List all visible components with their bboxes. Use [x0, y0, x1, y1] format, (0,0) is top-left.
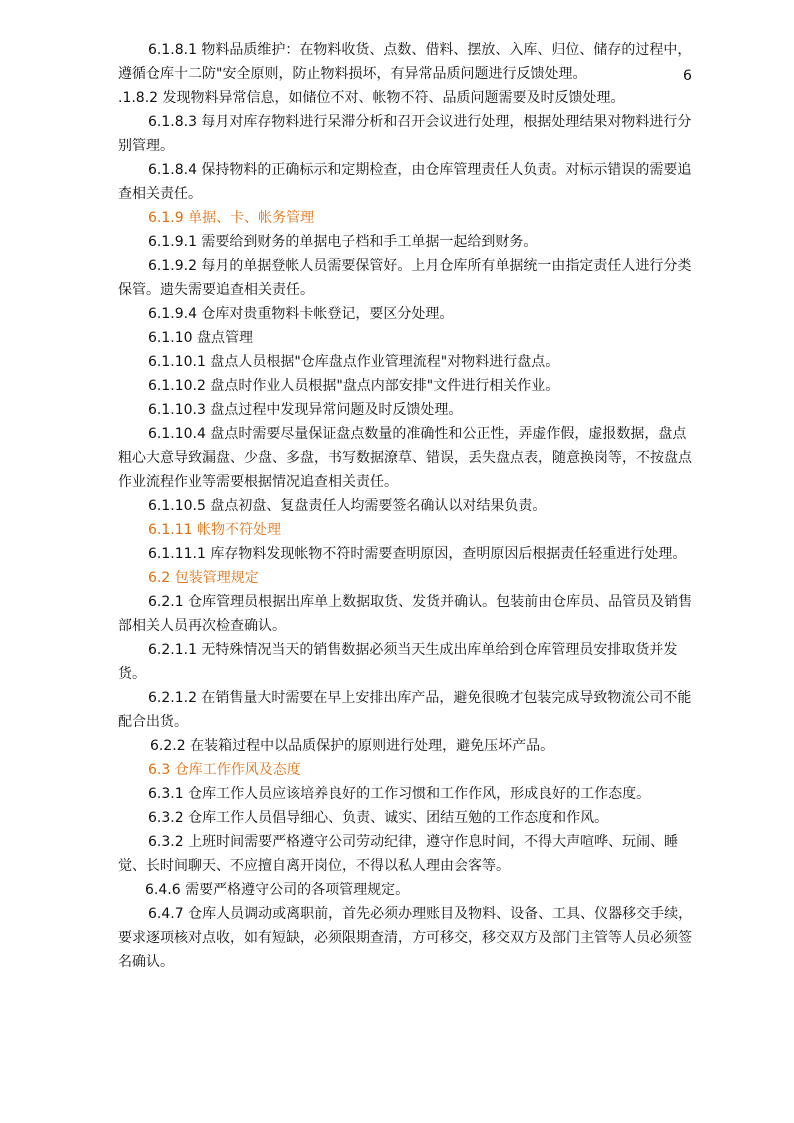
section-heading-6-1-9: 6.1.9 单据、卡、帐务管理	[148, 210, 315, 226]
paragraph-6-4-7: 6.4.7 仓库人员调动或离职前，首先必须办理账目及物料、设备、工具、仪器移交手续，要求逐项核对点收，如有短缺，必须限期查清，方可移交，移交双方及部门主管等人员必须签名确认。	[118, 906, 693, 970]
paragraph-6-1-10-5: 6.1.10.5 盘点初盘、复盘责任人均需要签名确认以对结果负责。	[148, 498, 547, 514]
paragraph-6-1-10-2: 6.1.10.2 盘点时作业人员根据"盘点内部安排"文件进行相关作业。	[148, 378, 560, 394]
paragraph-6-1-9-2: 6.1.9.2 每月的单据登帐人员需要保管好。上月仓库所有单据统一由指定责任人进行分类保管。遗失需要追查相关责任。	[118, 258, 692, 298]
paragraph-6-1-10-4: 6.1.10.4 盘点时需要尽量保证盘点数量的准确性和公正性，弄虚作假，虚报数据，盘点粗心大意导致漏盘、少盘、多盘，书写数据潦草、错误，丢失盘点表，随意换岗等，不按盘点作业流程作业等需要根据情况追查相关责任。	[118, 426, 692, 490]
paragraph-6-1-9-4: 6.1.9.4 仓库对贵重物料卡帐登记，要区分处理。	[148, 306, 454, 322]
paragraph-6-3-2-b: 6.3.2 上班时间需要严格遵守公司劳动纪律，遵守作息时间，不得大声喧哗、玩闹、睡觉、长时间聊天、不应擅自离开岗位，不得以私人理由会客等。	[118, 834, 679, 874]
paragraph-6-3-2-a: 6.3.2 仓库工作人员倡导细心、负责、诚实、团结互勉的工作态度和作风。	[148, 810, 609, 826]
section-heading-6-2: 6.2 包装管理规定	[148, 570, 259, 586]
paragraph-6-1-8-2: .1.8.2 发现物料异常信息，如储位不对、帐物不符、品质问题需要及时反馈处理。	[118, 90, 625, 106]
paragraph-6-1-10-1: 6.1.10.1 盘点人员根据"仓库盘点作业管理流程"对物料进行盘点。	[148, 354, 560, 370]
paragraph-6-1-11-1: 6.1.11.1 库存物料发现帐物不符时需要查明原因，查明原因后根据责任轻重进行处理。	[148, 546, 687, 562]
paragraph-6-2-1: 6.2.1 仓库管理员根据出库单上数据取货、发货并确认。包装前由仓库员、品管员及销售部相关人员再次检查确认。	[118, 594, 693, 634]
paragraph-6-3-1: 6.3.1 仓库工作人员应该培养良好的工作习惯和工作作风，形成良好的工作态度。	[148, 786, 651, 802]
document-body	[118, 38, 698, 974]
section-heading-6-3: 6.3 仓库工作作风及态度	[148, 762, 301, 778]
section-heading-6-1-10: 6.1.10 盘点管理	[148, 330, 253, 346]
paragraph-6-1-8-4: 6.1.8.4 保持物料的正确标示和定期检查，由仓库管理责任人负责。对标示错误的需要追查相关责任。	[118, 162, 692, 202]
paragraph-6-1-8-3: 6.1.8.3 每月对库存物料进行呆滞分析和召开会议进行处理，根据处理结果对物料进行分别管理。	[118, 114, 692, 154]
paragraph-6-2-1-2: 6.2.1.2 在销售量大时需要在早上安排出库产品，避免很晚才包装完成导致物流公司不能配合出货。	[118, 690, 692, 730]
paragraph-6-4-6: 6.4.6 需要严格遵守公司的各项管理规定。	[145, 882, 410, 898]
paragraph-6-1-10-3: 6.1.10.3 盘点过程中发现异常问题及时反馈处理。	[148, 402, 463, 418]
page-number: 6	[683, 68, 692, 84]
section-heading-6-1-11: 6.1.11 帐物不符处理	[148, 522, 281, 538]
paragraph-6-1-8-1: 6.1.8.1 物料品质维护：在物料收货、点数、借料、摆放、入库、归位、储存的过程中，遵循仓库十二防"安全原则，防止物料损坏，有异常品质问题进行反馈处理。	[118, 42, 692, 82]
paragraph-6-2-2: 6.2.2 在装箱过程中以品质保护的原则进行处理，避免压坏产品。	[150, 738, 555, 754]
paragraph-6-1-9-1: 6.1.9.1 需要给到财务的单据电子档和手工单据一起给到财务。	[148, 234, 538, 250]
paragraph-6-2-1-1: 6.2.1.1 无特殊情况当天的销售数据必须当天生成出库单给到仓库管理员安排取货并发货。	[118, 642, 678, 682]
